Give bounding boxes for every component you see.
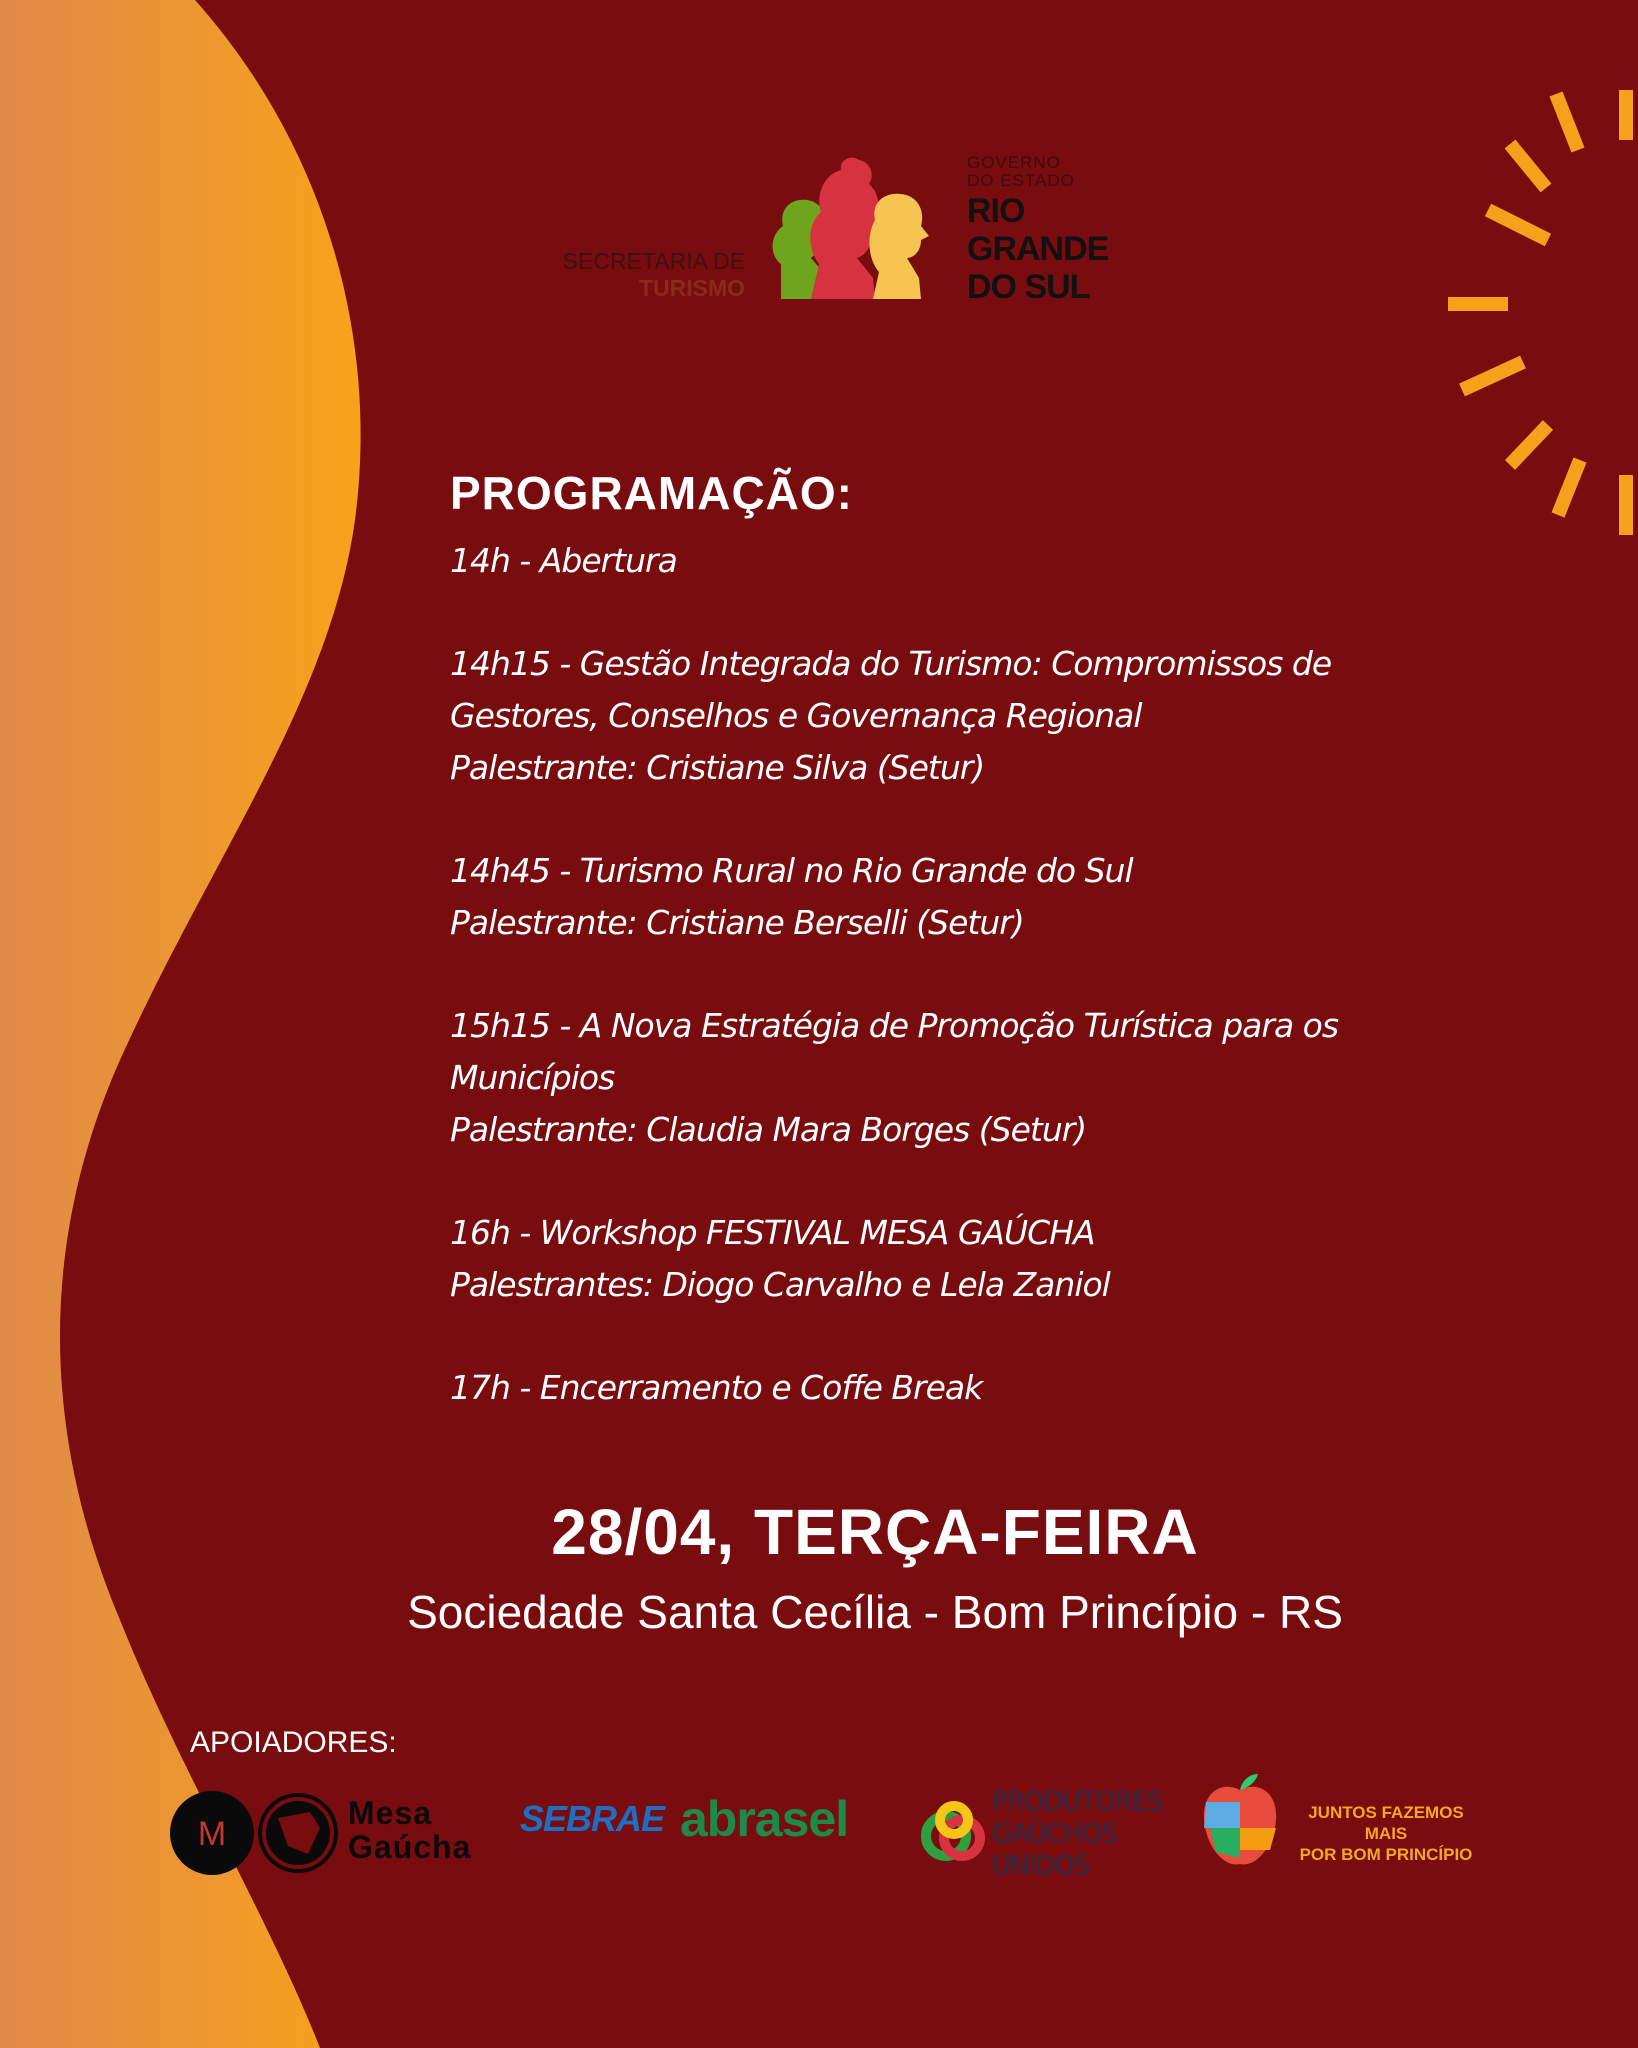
programme-line: Gestores, Conselhos e Governança Regional xyxy=(450,696,1142,735)
apple-emblem-icon xyxy=(1200,1772,1280,1872)
secretaria-line1: SECRETARIA DE xyxy=(562,248,745,274)
programme-line: 16h - Workshop FESTIVAL MESA GAÚCHA xyxy=(450,1213,1095,1252)
gov-big3: DO SUL xyxy=(967,268,1090,306)
secretaria-label xyxy=(555,248,745,302)
programme-line: 17h - Encerramento e Coffe Break xyxy=(450,1368,983,1407)
programme-item xyxy=(450,638,1450,794)
mesa-gaucha-emblem-icon xyxy=(170,1788,350,1878)
programme-line: Municípios xyxy=(450,1058,615,1097)
sebrae-logo: SEBRAE xyxy=(520,1798,665,1839)
sponsor-logos xyxy=(170,1770,1490,1890)
programme-item xyxy=(450,535,1450,587)
mesa-line2: Gaúcha xyxy=(348,1829,472,1865)
mesa-line1: Mesa xyxy=(348,1795,433,1831)
produtores-gauchos-unidos-logo xyxy=(920,1782,1190,1881)
gov-line1: GOVERNO xyxy=(967,153,1061,172)
programme-item xyxy=(450,1000,1450,1156)
secretaria-turismo-logo xyxy=(555,150,1115,310)
programme-line: 15h15 - A Nova Estratégia de Promoção Turística para os xyxy=(450,1006,1339,1045)
produtores-line1: PRODUTORES xyxy=(992,1787,1163,1817)
juntos-line1: JUNTOS FAZEMOS MAIS xyxy=(1308,1803,1464,1843)
event-venue: Sociedade Santa Cecília - Bom Princípio - RS xyxy=(407,1586,1343,1638)
produtores-emblem-icon xyxy=(920,1796,990,1866)
programme-line: Palestrantes: Diogo Carvalho e Lela Zaniol xyxy=(450,1265,1110,1304)
gov-big1: RIO xyxy=(967,192,1025,230)
programme-item xyxy=(450,845,1450,949)
gov-line2: DO ESTADO xyxy=(967,171,1075,190)
programme-item xyxy=(450,1362,1450,1414)
programme-line: 14h15 - Gestão Integrada do Turismo: Compromissos de xyxy=(450,644,1332,683)
produtores-line2: GAÚCHOS UNIDOS xyxy=(992,1819,1117,1881)
supporters-label: APOIADORES: xyxy=(190,1726,397,1759)
programme-line: 14h45 - Turismo Rural no Rio Grande do Sul xyxy=(450,851,1133,890)
programme-line: Palestrante: Cristiane Silva (Setur) xyxy=(450,748,985,787)
programme-section xyxy=(450,465,1450,1465)
juntos-line2: POR BOM PRINCÍPIO xyxy=(1299,1845,1473,1864)
silhouettes-icon xyxy=(763,154,953,304)
programme-line: Palestrante: Cristiane Berselli (Setur) xyxy=(450,903,1024,942)
programme-item xyxy=(450,1207,1450,1311)
juntos-bom-principio-logo xyxy=(1200,1770,1500,1880)
secretaria-line2: TURISMO xyxy=(638,275,745,301)
governo-rs-label xyxy=(967,154,1108,304)
mesa-gaucha-logo xyxy=(170,1788,500,1878)
programme-line: Palestrante: Claudia Mara Borges (Setur) xyxy=(450,1110,1087,1149)
event-date: 28/04, TERÇA-FEIRA xyxy=(551,1496,1199,1568)
abrasel-logo: abrasel xyxy=(680,1791,849,1847)
gov-big2: GRANDE xyxy=(967,230,1109,268)
programme-title: PROGRAMAÇÃO: xyxy=(450,467,853,519)
mesa-mark-text: M xyxy=(197,1815,227,1853)
programme-line: 14h - Abertura xyxy=(450,541,677,580)
